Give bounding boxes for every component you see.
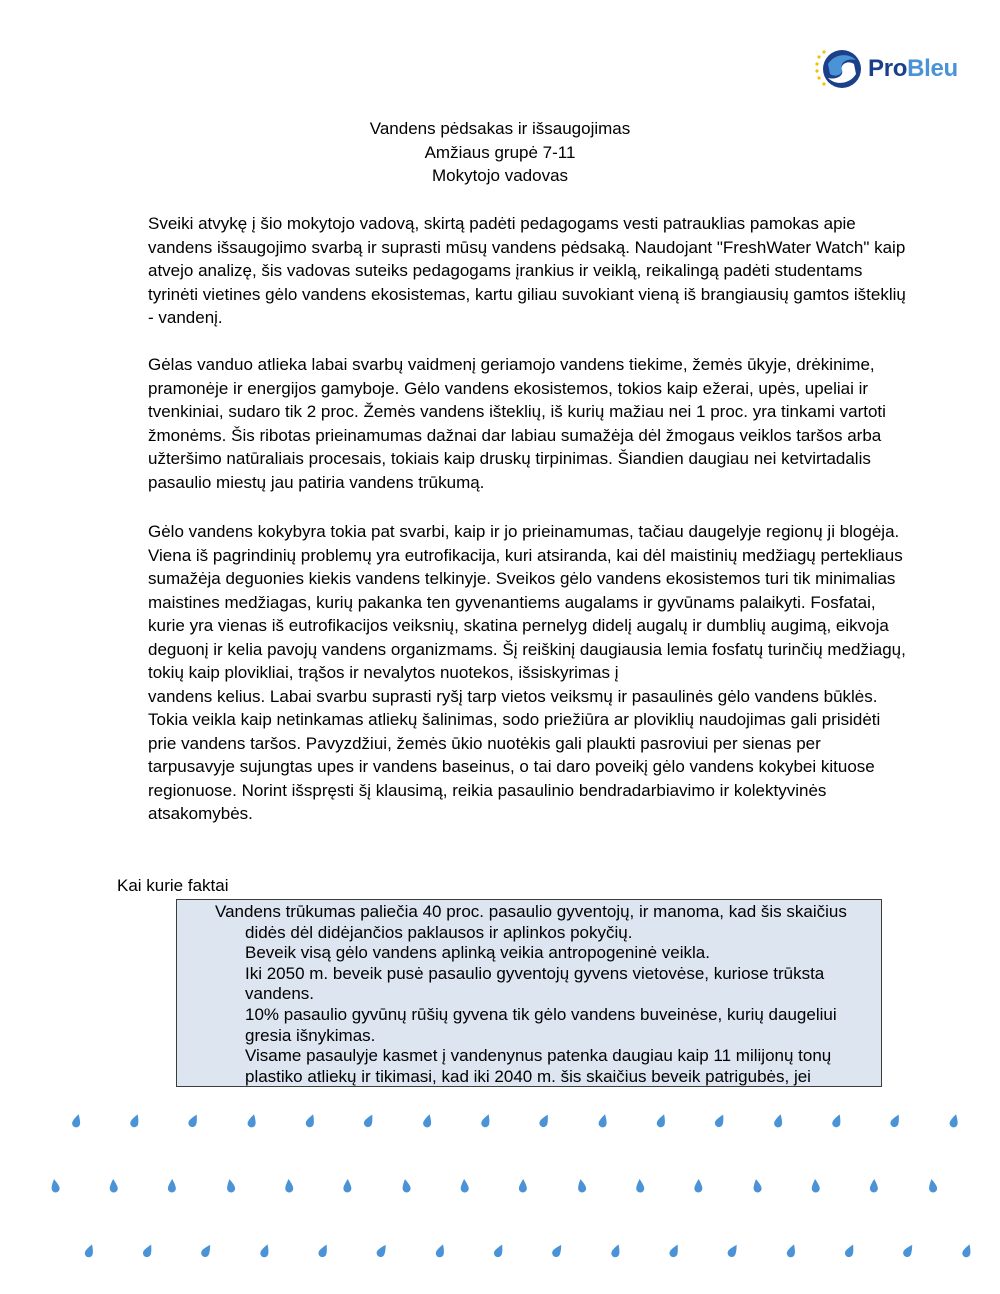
document-title xyxy=(0,117,1000,188)
fact-item: Iki 2050 m. beveik pusė pasaulio gyventojų gyvens vietovėse, kuriose trūksta vandens. xyxy=(245,963,825,1004)
fact-item: 10% pasaulio gyvūnų rūšių gyvena tik gėlo vandens buveinėse, kurių daugeliui gresia išnykimas. xyxy=(245,1004,837,1045)
logo-text-bleu: Bleu xyxy=(907,55,958,82)
water-drop-icon xyxy=(226,1178,236,1193)
water-drop-icon xyxy=(551,1243,565,1259)
water-drop-icon xyxy=(285,1179,294,1193)
probleu-logo-icon xyxy=(812,44,864,94)
fact-item: Visame pasaulyje kasmet į vandenynus patenka daugiau kaip 11 milijonų tonų plastiko atliekų ir tikimasi, kad iki 2040 m. šis skaičius beveik patrigubės, jei xyxy=(245,1046,832,1086)
water-drop-icon xyxy=(343,1179,351,1193)
water-drop-icon xyxy=(435,1243,447,1258)
title-line-2: Amžiaus grupė 7-11 xyxy=(424,142,576,162)
water-drop-icon xyxy=(870,1179,878,1193)
water-drop-icon xyxy=(726,1243,740,1259)
water-drop-icon xyxy=(84,1243,96,1258)
water-drop-icon xyxy=(305,1113,317,1128)
water-drop-icon xyxy=(129,1113,141,1128)
freshwater-paragraph xyxy=(148,353,908,494)
water-drop-icon xyxy=(375,1243,389,1259)
water-drop-icon xyxy=(50,1178,60,1193)
water-drop-icon xyxy=(786,1243,798,1258)
water-drop-icon xyxy=(519,1179,527,1193)
water-drop-icon xyxy=(752,1178,762,1193)
water-drop-icon xyxy=(363,1113,376,1129)
water-drop-icon xyxy=(538,1113,551,1129)
water-drop-icon xyxy=(577,1178,587,1193)
water-drop-icon xyxy=(200,1243,214,1259)
water-drop-icon xyxy=(668,1243,681,1259)
water-drop-icon xyxy=(636,1179,645,1193)
water-drops-decoration xyxy=(0,1100,1000,1294)
water-drop-icon xyxy=(142,1243,155,1259)
facts-heading: Kai kurie faktai xyxy=(117,876,229,895)
water-drop-icon xyxy=(247,1113,258,1128)
water-drop-icon xyxy=(598,1113,609,1128)
paragraph-text: Gėlo vandens kokybyra tokia pat svarbi, kaip ir jo prieinamumas, tačiau daugelyje regionų ji blogėja. Viena iš pagrindinių problemų yra eutrofikacija, kuri atsiranda, kai dėl maistinių medžiagų pertekliaus sumažėja deguonies kiekis vandens telkinyje. Sveikos gėlo vandens ekosistemos turi tik minimalias maistines medžiagas, kurių pakanka ten gyvenantiems augalams ir gyvūnams palaikyti. Fosfatai, kurie yra vienas iš eutrofikacijos veiksnių, skatina pernelyg didelį augalų ir dumblių augimą, eikvoja deguonį ir kelia pavojų vandens organizmams. Šį reiškinį daugiausia lemia fosfatų turinčių medžiagų, tokių kaip plovikliai, trąšos ir nevalytos nuotekos, išsiskyrimas į xyxy=(148,522,906,682)
water-drop-icon xyxy=(480,1113,492,1128)
fact-item: Vandens trūkumas paliečia 40 proc. pasaulio gyventojų, ir manoma, kad šis skaičius didės dėl didėjančios paklausos ir aplinkos pokyčių. xyxy=(215,902,847,942)
water-drop-icon xyxy=(401,1178,411,1193)
title-line-3: Mokytojo vadovas xyxy=(431,166,569,185)
paragraph-text: Sveiki atvykę į šio mokytojo vadovą, skirtą padėti pedagogams vesti patrauklias pamokas apie vandens išsaugojimo svarbą ir suprasti mūsų vandens pėdsaką. Naudojant "FreshWater Watch" kaip atvejo analizę, šis vadovas suteiks pedagogams įrankius ir veiklą, reikalingą padėti studentams tyrinėti vietines gėlo vandens ekosistemas, kartu giliau suvokiant vieną iš brangiausių gamtos išteklių - vandenį. xyxy=(148,214,906,327)
water-drop-icon xyxy=(811,1179,820,1193)
water-drop-icon xyxy=(714,1113,727,1129)
fact-item: Beveik visą gėlo vandens aplinką veikia antropogeninė veikla. xyxy=(245,943,710,963)
paragraph-text: vandens kelius. Labai svarbu suprasti ryšį tarp vietos veiksmų ir pasaulinės gėlo vandens būklės. Tokia veikla kaip netinkamas atliekų šalinimas, sodo priežiūra ar ploviklių naudojimas gali prisidėti prie vandens taršos. Pavyzdžiui, žemės ūkio nuotėkis gali plaukti pasroviui per sienas per tarpusavyje sujungtas upes ir vandens baseinus, o tai daro poveikį gėlo vandens kokybei kituose regionuose. Norint išspręsti šį klausimą, reikia pasaulinio bendradarbiavimo ir kolektyvinės atsakomybės. xyxy=(148,686,881,823)
water-drop-icon xyxy=(460,1179,469,1193)
water-drop-icon xyxy=(71,1113,82,1128)
water-drop-icon xyxy=(187,1113,200,1129)
water-drop-icon xyxy=(422,1113,433,1128)
water-drop-icon xyxy=(889,1113,902,1129)
probleu-logo xyxy=(812,44,972,94)
water-drop-icon xyxy=(317,1243,330,1259)
title-line-1: Vandens pėdsakas ir išsaugojimas xyxy=(369,119,631,138)
quality-paragraph xyxy=(148,520,908,826)
water-drop-icon xyxy=(928,1178,938,1193)
water-drop-icon xyxy=(656,1113,668,1128)
water-drop-icon xyxy=(168,1179,176,1193)
probleu-logo-text xyxy=(868,55,958,83)
water-drop-icon xyxy=(949,1113,960,1128)
intro-paragraph xyxy=(148,212,908,330)
water-drop-icon xyxy=(844,1243,857,1259)
water-drop-icon xyxy=(961,1243,973,1258)
water-drop-icon xyxy=(259,1243,271,1258)
water-drop-icon xyxy=(773,1113,784,1128)
water-drop-icon xyxy=(610,1243,622,1258)
paragraph-text: Gėlas vanduo atlieka labai svarbų vaidmenį geriamojo vandens tiekime, žemės ūkyje, drėkinime, pramonėje ir energijos gamyboje. Gėlo vandens ekosistemos, tokios kaip ežerai, upės, upeliai ir tvenkiniai, sudaro tik 2 proc. Žemės vandens išteklių, iš kurių mažiau nei 1 proc. yra tinkami vartoti žmonėms. Šis ribotas prieinamumas dažnai dar labiau sumažėja dėl žmogaus veiklos taršos arba užteršimo natūraliais procesais, tokiais kaip druskų tirpinimas. Šiandien daugiau nei ketvirtadalis pasaulio miestų jau patiria vandens trūkumą. xyxy=(148,355,886,492)
water-drop-icon xyxy=(694,1179,702,1193)
water-drop-icon xyxy=(109,1179,118,1193)
water-drop-icon xyxy=(831,1113,843,1128)
logo-text-pro: Pro xyxy=(868,55,908,82)
water-drop-icon xyxy=(493,1243,506,1259)
water-drop-icon xyxy=(902,1243,916,1259)
facts-box xyxy=(176,899,882,1087)
